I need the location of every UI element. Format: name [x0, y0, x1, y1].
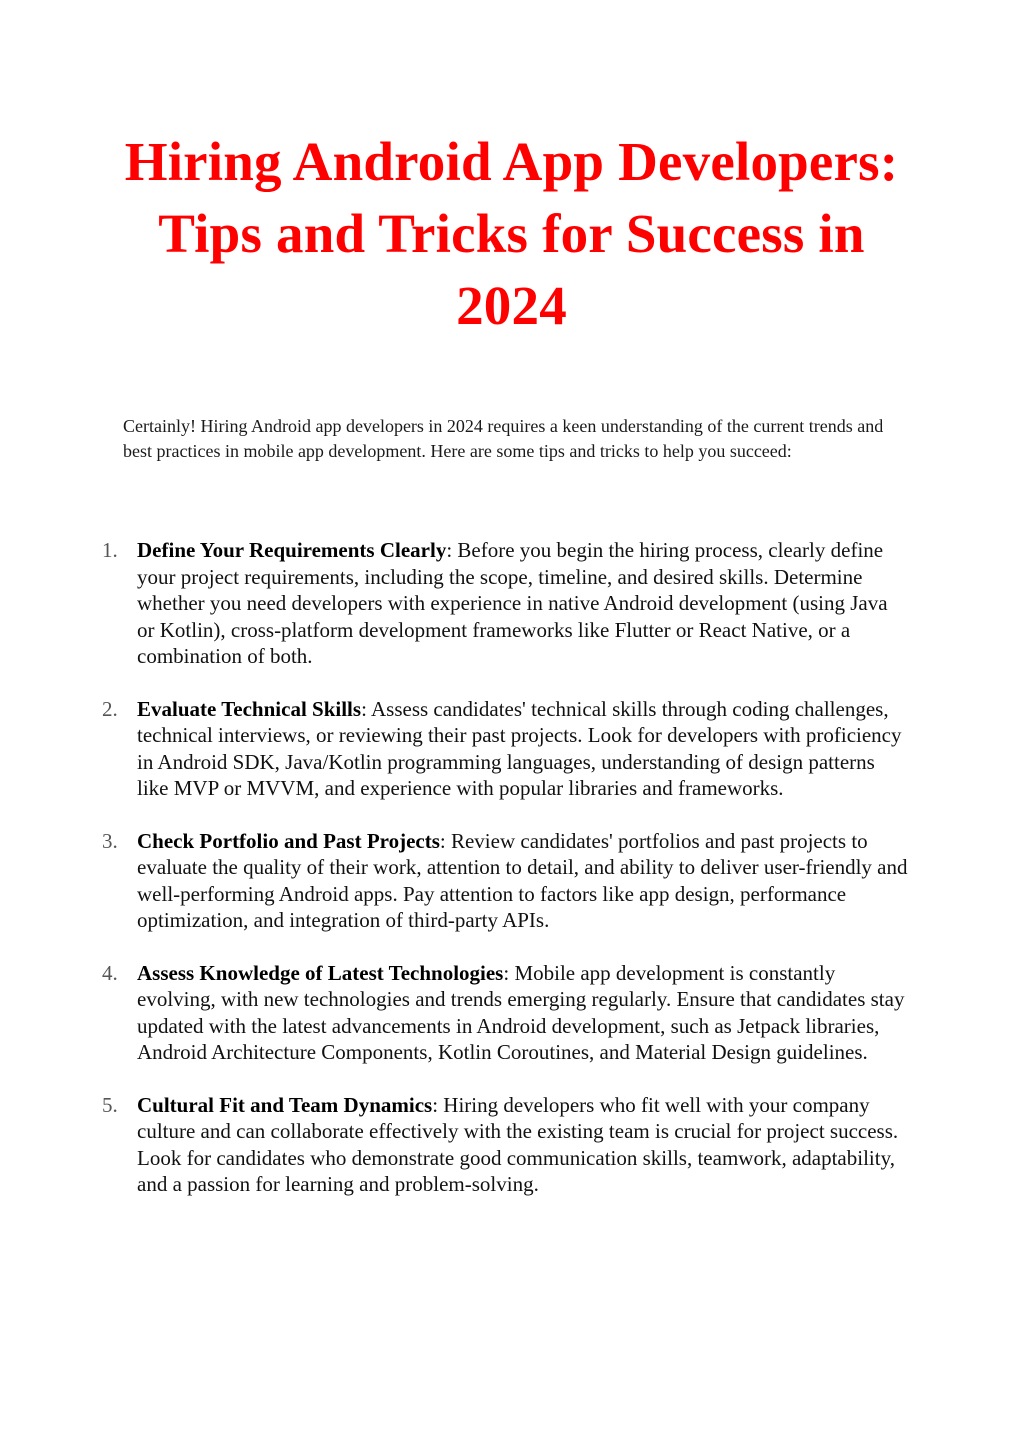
list-item-number: 4. [102, 960, 118, 985]
intro-paragraph: Certainly! Hiring Android app developers in 2024 requires a keen understanding of the current trends and best practices in mobile app development. Here are some tips and tricks to help you succeed: [123, 416, 884, 461]
tips-list [99, 537, 909, 1224]
list-item [99, 696, 909, 802]
list-item-title: Define Your Requirements Clearly [137, 538, 447, 562]
list-item-text: : Review candidates' portfolios and past projects to evaluate the quality of their work, attention to detail, and ability to deliver user-friendly and well-performing Android apps. Pay attention to factors like app design, performance optimization, and integration of third-party APIs. [137, 828, 908, 932]
list-item [99, 537, 909, 670]
list-item-title: Check Portfolio and Past Projects [137, 828, 440, 853]
list-item-number: 1. [102, 538, 118, 562]
page-title: Hiring Android App Developers: Tips and Tricks for Success in 2024 [124, 131, 899, 336]
list-item [99, 828, 909, 934]
list-item-number: 2. [102, 696, 118, 721]
list-item-title: Evaluate Technical Skills [137, 696, 362, 721]
list-item-text: : Assess candidates' technical skills through coding challenges, technical interviews, or reviewing their past projects. Look for developers with proficiency in Android SDK, Java/Kotlin programming languages, understanding of design patterns like MVP or MVVM, and experience with popular libraries and frameworks. [137, 696, 902, 800]
list-item-number: 5. [102, 1092, 118, 1117]
list-item-number: 3. [102, 828, 118, 853]
list-item-title: Assess Knowledge of Latest Technologies [137, 960, 504, 985]
list-item-title: Cultural Fit and Team Dynamics [137, 1092, 433, 1117]
list-item [99, 960, 909, 1066]
list-item-text: : Hiring developers who fit well with your company culture and can collaborate effectively with the existing team is crucial for project success. Look for candidates who demonstrate good communication skills, teamwork, adaptability, and a passion for learning and problem-solving. [137, 1092, 899, 1196]
list-item-text: : Before you begin the hiring process, clearly define your project requirements, including the scope, timeline, and desired skills. Determine whether you need developers with experience in native Android development (using Java or Kotlin), cross-platform development frameworks like Flutter or React Native, or a combination of both. [137, 538, 888, 668]
list-item [99, 1092, 909, 1198]
list-item-text: : Mobile app development is constantly evolving, with new technologies and trends emerging regularly. Ensure that candidates stay updated with the latest advancements in Android development, such as Jetpack libraries, Android Architecture Components, Kotlin Coroutines, and Material Design guidelines. [137, 960, 905, 1064]
